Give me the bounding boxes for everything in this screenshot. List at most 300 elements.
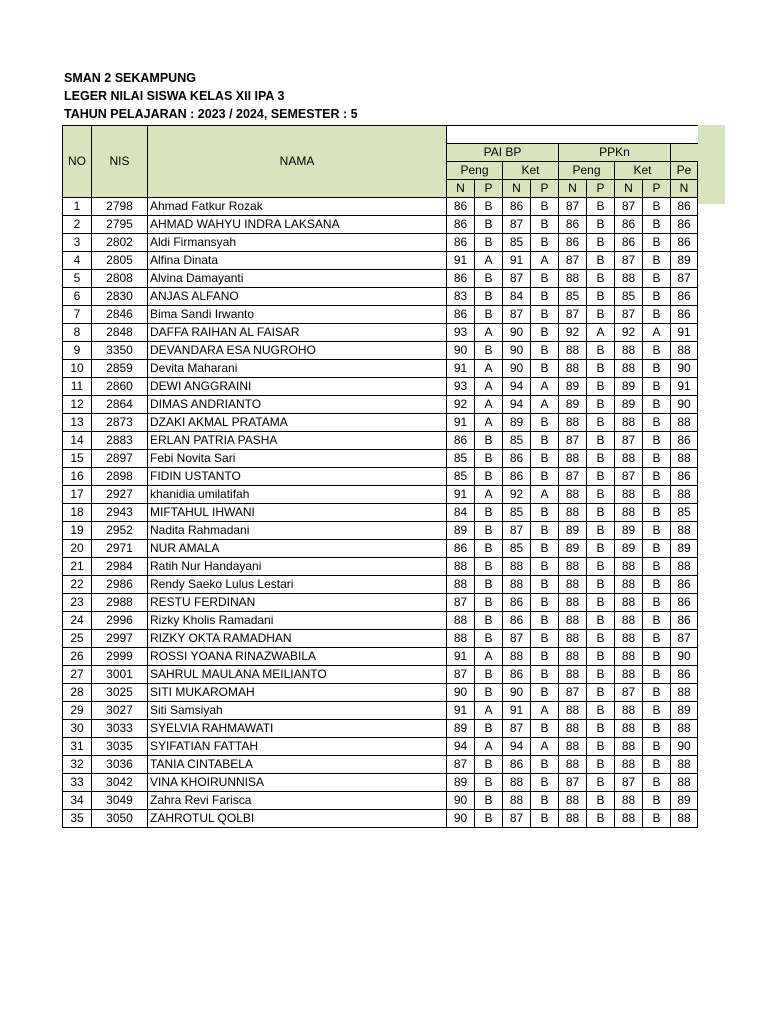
row-number: 10 — [63, 360, 92, 378]
grade-cell: B — [643, 630, 671, 648]
grade-cell: 88 — [559, 504, 587, 522]
student-nis: 2846 — [92, 306, 148, 324]
row-number: 20 — [63, 540, 92, 558]
school-name: SMAN 2 SEKAMPUNG — [64, 71, 196, 85]
grade-cell: B — [531, 648, 559, 666]
grade-cell: B — [531, 594, 559, 612]
grade-cell: 89 — [559, 378, 587, 396]
student-name: SYELVIA RAHMAWATI — [148, 720, 447, 738]
grade-cell: B — [531, 558, 559, 576]
grade-cell: 88 — [559, 702, 587, 720]
grade-cell: 91 — [447, 360, 475, 378]
table-row — [63, 576, 698, 594]
grade-cell: B — [643, 342, 671, 360]
grade-cell: 85 — [503, 432, 531, 450]
grade-cell: 88 — [671, 810, 698, 828]
grade-cell: 85 — [503, 234, 531, 252]
student-nis: 2808 — [92, 270, 148, 288]
grade-cell: B — [587, 558, 615, 576]
grade-cell: 90 — [671, 360, 698, 378]
grade-cell: 87 — [503, 270, 531, 288]
student-name: DEVANDARA ESA NUGROHO — [148, 342, 447, 360]
table-row — [63, 684, 698, 702]
row-number: 32 — [63, 756, 92, 774]
student-nis: 2943 — [92, 504, 148, 522]
table-row — [63, 756, 698, 774]
grade-cell: 89 — [447, 774, 475, 792]
table-row — [63, 666, 698, 684]
grade-cell: 89 — [559, 522, 587, 540]
student-nis: 2999 — [92, 648, 148, 666]
grade-cell: 90 — [447, 792, 475, 810]
grade-cell: 86 — [671, 234, 698, 252]
grade-cell: 88 — [559, 630, 587, 648]
grade-cell: 88 — [671, 756, 698, 774]
student-nis: 2830 — [92, 288, 148, 306]
row-number: 27 — [63, 666, 92, 684]
student-name: SITI MUKAROMAH — [148, 684, 447, 702]
table-row — [63, 774, 698, 792]
grade-cell: A — [587, 324, 615, 342]
grade-cell: 90 — [447, 342, 475, 360]
student-name: DZAKI AKMAL PRATAMA — [148, 414, 447, 432]
student-name: Alfina Dinata — [148, 252, 447, 270]
grade-cell: 88 — [559, 648, 587, 666]
grade-cell: 89 — [615, 378, 643, 396]
student-name: SAHRUL MAULANA MEILIANTO — [148, 666, 447, 684]
grade-cell: B — [587, 432, 615, 450]
row-number: 7 — [63, 306, 92, 324]
grade-cell: B — [531, 342, 559, 360]
ppkn-ket-p: P — [643, 180, 671, 198]
student-nis: 2860 — [92, 378, 148, 396]
grade-cell: B — [531, 414, 559, 432]
grade-cell: B — [587, 720, 615, 738]
student-name: ZAHROTUL QOLBI — [148, 810, 447, 828]
table-row — [63, 594, 698, 612]
grade-cell: 91 — [447, 414, 475, 432]
grade-cell: 86 — [671, 288, 698, 306]
pai-ket-n: N — [503, 180, 531, 198]
grade-cell: B — [475, 306, 503, 324]
grade-cell: B — [643, 810, 671, 828]
grade-cell: B — [643, 198, 671, 216]
row-number: 28 — [63, 684, 92, 702]
grade-cell: B — [587, 540, 615, 558]
student-nis: 2898 — [92, 468, 148, 486]
grade-cell: 85 — [615, 288, 643, 306]
student-name: Devita Maharani — [148, 360, 447, 378]
student-name: DIMAS ANDRIANTO — [148, 396, 447, 414]
grade-cell: 86 — [503, 468, 531, 486]
grade-cell: 93 — [447, 378, 475, 396]
grade-cell: 86 — [447, 540, 475, 558]
student-name: DEWI ANGGRAINI — [148, 378, 447, 396]
grade-cell: B — [643, 306, 671, 324]
student-name: TANIA CINTABELA — [148, 756, 447, 774]
grade-cell: B — [475, 756, 503, 774]
grade-cell: B — [587, 288, 615, 306]
row-number: 19 — [63, 522, 92, 540]
table-row — [63, 522, 698, 540]
grade-cell: B — [587, 684, 615, 702]
student-nis: 3350 — [92, 342, 148, 360]
grade-cell: B — [643, 648, 671, 666]
grade-cell: A — [475, 702, 503, 720]
student-nis: 2952 — [92, 522, 148, 540]
grade-cell: 88 — [671, 342, 698, 360]
grade-cell: 86 — [447, 198, 475, 216]
grade-cell: 90 — [671, 396, 698, 414]
grade-cell: B — [475, 270, 503, 288]
grade-cell: 88 — [671, 774, 698, 792]
grade-cell: 87 — [671, 270, 698, 288]
grade-cell: 87 — [615, 306, 643, 324]
grade-cell: 86 — [671, 594, 698, 612]
grade-cell: B — [643, 360, 671, 378]
grade-cell: A — [475, 324, 503, 342]
grade-cell: 88 — [671, 486, 698, 504]
row-number: 25 — [63, 630, 92, 648]
table-row — [63, 378, 698, 396]
row-number: 34 — [63, 792, 92, 810]
grade-cell: 88 — [671, 450, 698, 468]
student-name: ERLAN PATRIA PASHA — [148, 432, 447, 450]
grade-cell: 84 — [447, 504, 475, 522]
table-row — [63, 324, 698, 342]
student-nis: 3027 — [92, 702, 148, 720]
grade-cell: B — [531, 198, 559, 216]
row-number: 30 — [63, 720, 92, 738]
grade-cell: B — [531, 756, 559, 774]
grade-cell: 88 — [559, 720, 587, 738]
table-row — [63, 468, 698, 486]
grade-cell: 89 — [559, 396, 587, 414]
grade-cell: 85 — [447, 468, 475, 486]
row-number: 9 — [63, 342, 92, 360]
student-name: Aldi Firmansyah — [148, 234, 447, 252]
grade-cell: 87 — [615, 198, 643, 216]
grade-cell: 86 — [503, 594, 531, 612]
row-number: 13 — [63, 414, 92, 432]
table-row — [63, 720, 698, 738]
table-row — [63, 486, 698, 504]
grade-cell: 86 — [671, 468, 698, 486]
grade-cell: 87 — [559, 774, 587, 792]
grade-cell: 83 — [447, 288, 475, 306]
grade-cell: B — [587, 270, 615, 288]
grade-cell: 88 — [559, 270, 587, 288]
grade-cell: 88 — [615, 792, 643, 810]
grade-cell: B — [643, 486, 671, 504]
grade-cell: B — [531, 720, 559, 738]
student-name: ROSSI YOANA RINAZWABILA — [148, 648, 447, 666]
grade-cell: 88 — [503, 558, 531, 576]
grade-cell: B — [475, 612, 503, 630]
subject-ppkn: PPKn — [559, 144, 671, 162]
ppkn-peng: Peng — [559, 162, 615, 180]
student-name: Zahra Revi Farisca — [148, 792, 447, 810]
ppkn-ket: Ket — [615, 162, 671, 180]
grade-cell: 91 — [447, 702, 475, 720]
grade-cell: 88 — [615, 630, 643, 648]
grade-cell: 86 — [447, 270, 475, 288]
row-number: 31 — [63, 738, 92, 756]
student-name: Rizky Kholis Ramadani — [148, 612, 447, 630]
row-number: 17 — [63, 486, 92, 504]
table-row — [63, 270, 698, 288]
grade-cell: 89 — [671, 540, 698, 558]
subject-partial — [671, 144, 698, 162]
grade-cell: 88 — [615, 414, 643, 432]
grade-cell: 88 — [559, 792, 587, 810]
table-row — [63, 288, 698, 306]
table-row — [63, 198, 698, 216]
grade-cell: B — [475, 666, 503, 684]
row-number: 16 — [63, 468, 92, 486]
grade-cell: 86 — [447, 306, 475, 324]
col-header-nama: NAMA — [148, 126, 447, 198]
pai-peng: Peng — [447, 162, 503, 180]
grade-cell: 88 — [671, 522, 698, 540]
grade-cell: 86 — [503, 450, 531, 468]
grade-cell: 86 — [503, 666, 531, 684]
student-name: Febi Novita Sari — [148, 450, 447, 468]
grade-cell: 90 — [503, 324, 531, 342]
grade-cell: 88 — [615, 756, 643, 774]
grade-cell: 91 — [671, 378, 698, 396]
grade-cell: B — [475, 450, 503, 468]
grade-cell: B — [531, 666, 559, 684]
grade-cell: A — [475, 648, 503, 666]
student-nis: 3025 — [92, 684, 148, 702]
grade-cell: B — [531, 792, 559, 810]
grade-cell: 90 — [503, 342, 531, 360]
ppkn-peng-n: N — [559, 180, 587, 198]
grade-cell: 86 — [447, 216, 475, 234]
grade-cell: A — [531, 252, 559, 270]
grade-cell: A — [531, 702, 559, 720]
grade-cell: B — [531, 576, 559, 594]
table-row — [63, 216, 698, 234]
row-number: 15 — [63, 450, 92, 468]
student-nis: 2873 — [92, 414, 148, 432]
row-number: 12 — [63, 396, 92, 414]
table-row — [63, 792, 698, 810]
student-name: Siti Samsiyah — [148, 702, 447, 720]
grade-cell: B — [587, 342, 615, 360]
grade-cell: 86 — [559, 234, 587, 252]
grade-cell: B — [643, 288, 671, 306]
grade-cell: B — [531, 324, 559, 342]
student-nis: 3001 — [92, 666, 148, 684]
grade-cell: 91 — [447, 648, 475, 666]
grade-cell: 89 — [615, 396, 643, 414]
grade-cell: 88 — [615, 648, 643, 666]
student-nis: 3035 — [92, 738, 148, 756]
grade-cell: A — [643, 324, 671, 342]
grade-cell: B — [531, 270, 559, 288]
grade-cell: A — [475, 414, 503, 432]
grade-cell: 88 — [503, 576, 531, 594]
grade-cell: 86 — [671, 198, 698, 216]
grade-cell: B — [531, 468, 559, 486]
grade-cell: 88 — [503, 774, 531, 792]
grade-cell: B — [587, 576, 615, 594]
grade-cell: 86 — [503, 756, 531, 774]
grade-cell: 89 — [615, 540, 643, 558]
table-row — [63, 432, 698, 450]
grade-cell: B — [587, 648, 615, 666]
grade-cell: 87 — [503, 720, 531, 738]
grade-cell: B — [531, 630, 559, 648]
grade-cell: 86 — [671, 216, 698, 234]
student-name: Alvina Damayanti — [148, 270, 447, 288]
table-row — [63, 306, 698, 324]
grade-cell: 88 — [615, 738, 643, 756]
grade-cell: 88 — [615, 270, 643, 288]
grade-cell: 88 — [615, 504, 643, 522]
student-name: RESTU FERDINAN — [148, 594, 447, 612]
col-header-no: NO — [63, 126, 92, 198]
row-number: 11 — [63, 378, 92, 396]
subjects-header-blank — [447, 126, 698, 144]
grade-cell: 88 — [447, 558, 475, 576]
grade-cell: A — [531, 396, 559, 414]
grade-cell: 87 — [503, 306, 531, 324]
grade-cell: 85 — [559, 288, 587, 306]
row-number: 14 — [63, 432, 92, 450]
table-row — [63, 630, 698, 648]
grade-cell: 88 — [559, 558, 587, 576]
grade-cell: 87 — [615, 774, 643, 792]
grade-cell: 87 — [447, 756, 475, 774]
grade-cell: B — [587, 234, 615, 252]
grade-cell: B — [475, 630, 503, 648]
grade-cell: B — [643, 612, 671, 630]
table-row — [63, 252, 698, 270]
table-row — [63, 810, 698, 828]
pai-peng-n: N — [447, 180, 475, 198]
row-number: 18 — [63, 504, 92, 522]
grade-cell: 87 — [559, 684, 587, 702]
grade-cell: 89 — [559, 540, 587, 558]
partial-n: N — [671, 180, 698, 198]
grade-cell: 94 — [447, 738, 475, 756]
grade-cell: 86 — [559, 216, 587, 234]
grade-cell: B — [643, 576, 671, 594]
grade-cell: 88 — [559, 666, 587, 684]
grade-cell: B — [587, 504, 615, 522]
grade-cell: B — [643, 252, 671, 270]
grade-cell: B — [475, 504, 503, 522]
grade-cell: 89 — [671, 252, 698, 270]
grade-cell: 90 — [447, 684, 475, 702]
student-nis: 2883 — [92, 432, 148, 450]
table-row — [63, 612, 698, 630]
grade-cell: B — [643, 666, 671, 684]
grade-cell: 93 — [447, 324, 475, 342]
grade-cell: B — [531, 234, 559, 252]
grade-cell: B — [643, 738, 671, 756]
student-nis: 3050 — [92, 810, 148, 828]
grade-cell: B — [643, 720, 671, 738]
row-number: 21 — [63, 558, 92, 576]
grade-cell: B — [587, 198, 615, 216]
grade-cell: 91 — [503, 702, 531, 720]
grade-cell: B — [587, 774, 615, 792]
table-row — [63, 540, 698, 558]
row-number: 24 — [63, 612, 92, 630]
student-nis: 3049 — [92, 792, 148, 810]
student-nis: 3036 — [92, 756, 148, 774]
grade-cell: 85 — [447, 450, 475, 468]
grade-cell: B — [587, 468, 615, 486]
grade-cell: 88 — [615, 450, 643, 468]
grade-cell: B — [587, 756, 615, 774]
grade-cell: B — [475, 198, 503, 216]
grade-cell: 88 — [559, 486, 587, 504]
grade-cell: 88 — [447, 630, 475, 648]
table-row — [63, 738, 698, 756]
grade-cell: B — [643, 270, 671, 288]
grade-cell: 90 — [671, 648, 698, 666]
row-number: 8 — [63, 324, 92, 342]
grade-cell: B — [475, 684, 503, 702]
row-number: 4 — [63, 252, 92, 270]
student-nis: 2988 — [92, 594, 148, 612]
table-row — [63, 396, 698, 414]
grade-cell: B — [643, 594, 671, 612]
grade-cell: 88 — [671, 720, 698, 738]
grade-cell: B — [643, 432, 671, 450]
row-number: 33 — [63, 774, 92, 792]
grade-cell: 88 — [559, 414, 587, 432]
grade-cell: 87 — [447, 666, 475, 684]
table-row — [63, 360, 698, 378]
grade-cell: 88 — [447, 612, 475, 630]
student-nis: 2859 — [92, 360, 148, 378]
grade-cell: A — [531, 738, 559, 756]
grade-cell: 88 — [615, 342, 643, 360]
grade-cell: B — [643, 450, 671, 468]
student-nis: 2996 — [92, 612, 148, 630]
grade-cell: 91 — [671, 324, 698, 342]
grade-cell: 88 — [559, 576, 587, 594]
grade-cell: 88 — [559, 756, 587, 774]
grade-cell: 88 — [559, 450, 587, 468]
grade-cell: B — [531, 684, 559, 702]
grade-cell: B — [587, 738, 615, 756]
grade-cell: B — [643, 378, 671, 396]
grade-cell: 88 — [615, 558, 643, 576]
grade-cell: B — [475, 216, 503, 234]
grade-cell: B — [531, 306, 559, 324]
grade-cell: 88 — [503, 648, 531, 666]
student-name: DAFFA RAIHAN AL FAISAR — [148, 324, 447, 342]
grade-cell: B — [643, 774, 671, 792]
grade-cell: 84 — [503, 288, 531, 306]
student-nis: 2805 — [92, 252, 148, 270]
grade-cell: 91 — [447, 486, 475, 504]
grade-cell: 88 — [447, 576, 475, 594]
grade-cell: B — [531, 432, 559, 450]
grade-cell: B — [587, 450, 615, 468]
grade-cell: B — [531, 504, 559, 522]
grade-cell: 88 — [615, 666, 643, 684]
grade-cell: 87 — [559, 306, 587, 324]
row-number: 22 — [63, 576, 92, 594]
